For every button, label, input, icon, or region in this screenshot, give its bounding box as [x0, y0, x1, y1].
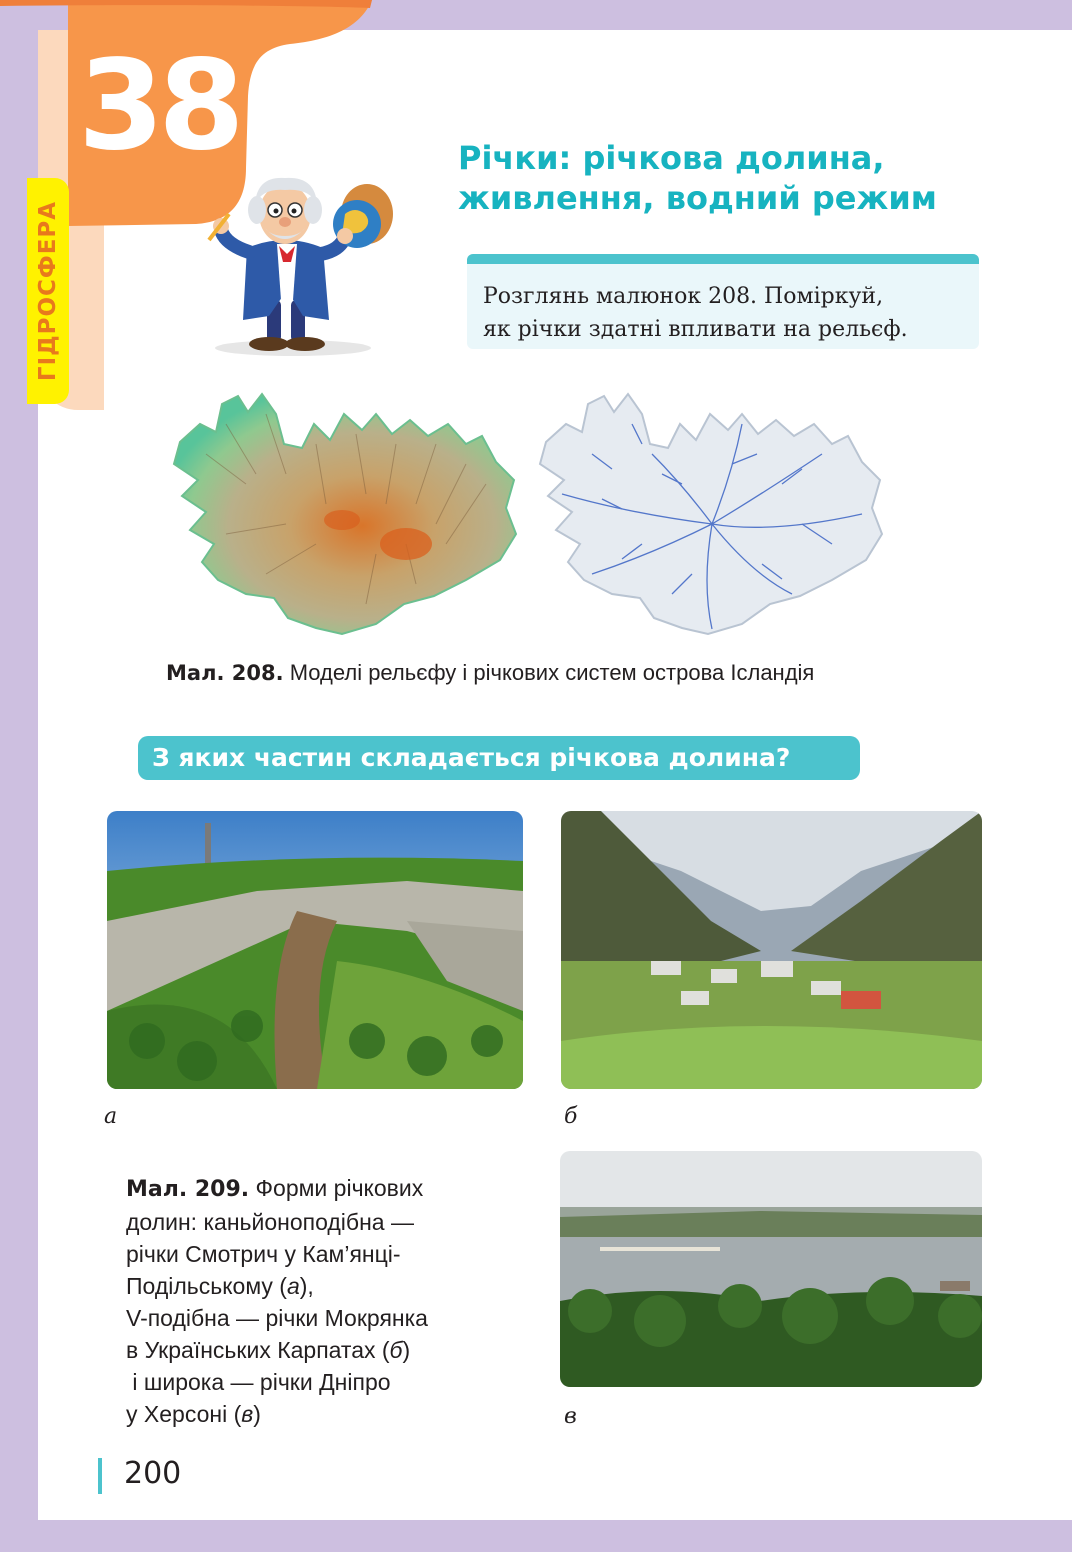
photo-label-a: а	[104, 1104, 118, 1129]
figure-208-caption	[166, 656, 814, 690]
figure-208-number: Мал. 208.	[166, 661, 284, 685]
iceland-river-systems-map	[532, 384, 888, 640]
figure-209-line-6: в Українських Карпатах (б)	[126, 1337, 411, 1363]
photo-v-shaped-valley	[561, 811, 982, 1089]
lesson-title-line-1: Річки: річкова долина,	[458, 139, 885, 177]
professor-mascot-illustration	[195, 170, 405, 360]
prompt-text-line-2: як річки здатні впливати на рельєф.	[483, 317, 908, 342]
page-number-bar	[98, 1458, 102, 1494]
photo-label-v: в	[564, 1404, 577, 1429]
photo-canyon-valley	[107, 811, 523, 1089]
figure-209-line-5: V-подібна — річки Мокрянка	[126, 1305, 428, 1331]
iceland-relief-map	[166, 384, 520, 640]
figure-209-line-7: і широка — річки Дніпро	[126, 1369, 391, 1395]
page-frame-bottom	[0, 1520, 1072, 1552]
page-number: 200	[124, 1456, 182, 1491]
figure-209-line-4: Подільському (а),	[126, 1273, 314, 1299]
figure-209-line-2: долин: каньйоноподібна —	[126, 1209, 414, 1235]
figure-209-line-8: у Херсоні (в)	[126, 1401, 261, 1427]
prompt-box	[467, 254, 979, 349]
section-tab-label: ГІДРОСФЕРА	[35, 200, 61, 382]
prompt-text	[483, 280, 963, 346]
prompt-text-line-1: Розглянь малюнок 208. Поміркуй,	[483, 284, 884, 309]
figure-208-text: Моделі рельєфу і річкових систем острова Ісландія	[289, 660, 815, 685]
photo-wide-valley	[560, 1151, 982, 1387]
lesson-title-line-2: живлення, водний режим	[458, 179, 937, 217]
lesson-title	[458, 138, 1018, 218]
photo-label-b: б	[564, 1104, 578, 1129]
figure-209-line-1: Форми річкових	[255, 1175, 424, 1201]
lesson-number: 38	[78, 34, 239, 178]
figure-209-line-3: річки Смотрич у Кам’янці-	[126, 1241, 401, 1267]
question-heading: З яких частин складається річкова долина?	[138, 736, 860, 780]
figure-209-caption	[126, 1172, 506, 1430]
figure-209-number: Мал. 209.	[126, 1177, 250, 1202]
